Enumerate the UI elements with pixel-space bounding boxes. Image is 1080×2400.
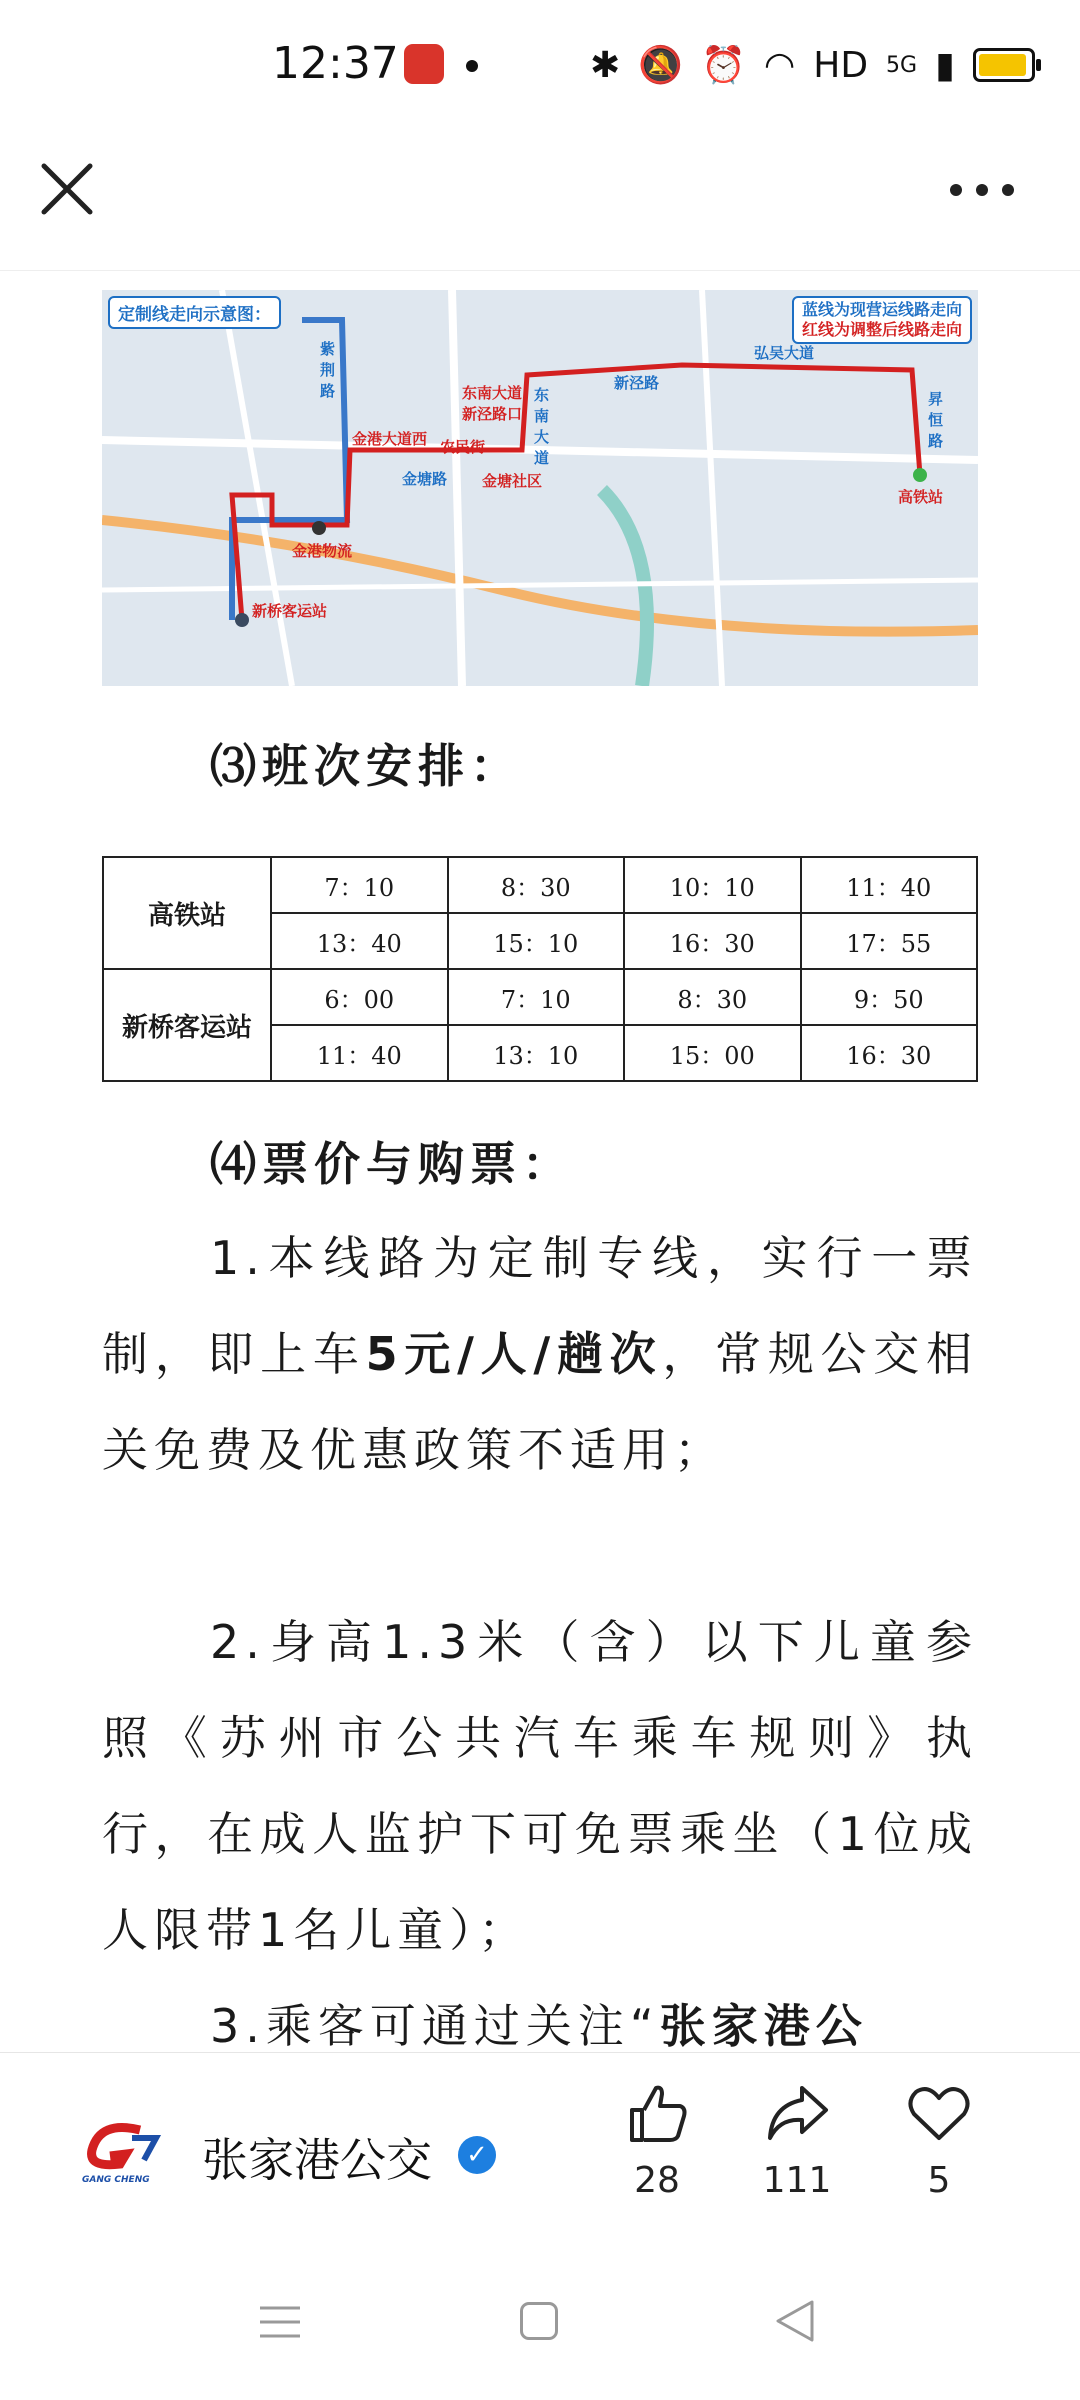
- network-label: HD: [813, 44, 869, 86]
- map-label-jingang-wuliu: 金港物流: [292, 542, 353, 560]
- battery-icon: [973, 48, 1035, 82]
- fare-item-1: 1.本线路为定制专线，实行一票制，即上车5元/人/趟次，常规公交相关免费及优惠政策不适用；: [102, 1231, 979, 1477]
- map-label-xinjing: 新泾路: [614, 374, 660, 392]
- section-schedule-title: ⑶班次安排：: [210, 739, 522, 793]
- app-notification-icon: [404, 44, 444, 84]
- station-name: 高铁站: [103, 857, 271, 969]
- departure-time: 11：40: [271, 1025, 448, 1081]
- like-count: 28: [634, 2160, 680, 2201]
- section-fare-title: ⑷票价与购票：: [210, 1137, 574, 1191]
- departure-time: 10：10: [624, 857, 801, 913]
- share-button[interactable]: [742, 2078, 852, 2201]
- favorite-count: 5: [927, 2160, 951, 2201]
- more-icon[interactable]: [950, 180, 1014, 200]
- map-label-jintang-road: 金塘路: [402, 470, 448, 488]
- signal-icon: ▮: [935, 44, 955, 86]
- departure-time: 16：30: [624, 913, 801, 969]
- map-label-dongnan-xinjing: 东南大道新泾路口: [462, 384, 523, 423]
- map-label-nongmin: 农民街: [440, 438, 486, 456]
- status-bar: [0, 0, 1080, 130]
- share-icon: [762, 2078, 832, 2148]
- schedule-table: [102, 856, 978, 1082]
- map-label-jingang-west: 金港大道西: [352, 430, 428, 448]
- departure-time: 11：40: [801, 857, 978, 913]
- home-icon[interactable]: [520, 2302, 558, 2340]
- share-count: 111: [762, 2160, 832, 2201]
- mute-icon: 🔕: [638, 45, 683, 86]
- system-nav-bar: [0, 2250, 1080, 2400]
- departure-time: 15：00: [624, 1025, 801, 1081]
- map-title: 定制线走向示意图：: [108, 296, 281, 329]
- table-row: [103, 857, 977, 913]
- departure-time: 16：30: [801, 1025, 978, 1081]
- departure-time: 17：55: [801, 913, 978, 969]
- status-icons: [590, 40, 1035, 90]
- heart-icon: [904, 2078, 974, 2148]
- departure-time: 13：40: [271, 913, 448, 969]
- close-icon[interactable]: [38, 160, 96, 218]
- status-time: 12:37: [272, 38, 399, 89]
- alarm-icon: ⏰: [701, 45, 746, 86]
- recent-apps-icon[interactable]: [258, 2302, 302, 2342]
- svg-text:GANG CHENG: GANG CHENG: [82, 2175, 150, 2184]
- departure-time: 13：10: [448, 1025, 625, 1081]
- bluetooth-icon: ✱: [590, 44, 621, 86]
- favorite-button[interactable]: [884, 2078, 994, 2201]
- route-map: [102, 290, 978, 686]
- map-label-dongnan: 东南大道: [534, 386, 550, 467]
- top-bar: [0, 130, 1080, 271]
- table-row: [103, 969, 977, 1025]
- back-icon[interactable]: [770, 2296, 820, 2346]
- station-name: 新桥客运站: [103, 969, 271, 1081]
- map-label-shengheng: 昇恒路: [928, 390, 944, 450]
- notification-dot-icon: [466, 60, 478, 72]
- like-button[interactable]: [602, 2078, 712, 2201]
- thumbs-up-icon: [622, 2078, 692, 2148]
- departure-time: 7：10: [271, 857, 448, 913]
- wifi-icon: ◠: [763, 44, 796, 86]
- departure-time: 15：10: [448, 913, 625, 969]
- fare-price: 5元/人/趟次: [365, 1327, 663, 1381]
- map-label-zijing: 紫荆路: [320, 340, 336, 400]
- departure-time: 7：10: [448, 969, 625, 1025]
- map-label-jintang-community: 金塘社区: [482, 472, 543, 490]
- author-name[interactable]: 张家港公交: [202, 2133, 432, 2187]
- map-label-hongwu: 弘吴大道: [754, 344, 815, 362]
- departure-time: 8：30: [448, 857, 625, 913]
- fare-item-2: 2.身高1.3米（含）以下儿童参照《苏州市公共汽车乘车规则》执行，在成人监护下可免票乘坐（1位成人限带1名儿童）；: [102, 1615, 978, 1957]
- map-label-gaotie: 高铁站: [898, 488, 944, 506]
- signal-label: 5G: [886, 52, 918, 78]
- map-label-xinqiao: 新桥客运站: [252, 602, 328, 620]
- verified-icon: ✓: [458, 2136, 496, 2174]
- departure-time: 8：30: [624, 969, 801, 1025]
- departure-time: 6：00: [271, 969, 448, 1025]
- gangcheng-logo[interactable]: [80, 2120, 164, 2184]
- map-legend: 蓝线为现营运线路走向 红线为调整后线路走向: [792, 296, 972, 344]
- fare-item-3: 3.乘客可通过关注“张家港公: [210, 1999, 868, 2052]
- departure-time: 9：50: [801, 969, 978, 1025]
